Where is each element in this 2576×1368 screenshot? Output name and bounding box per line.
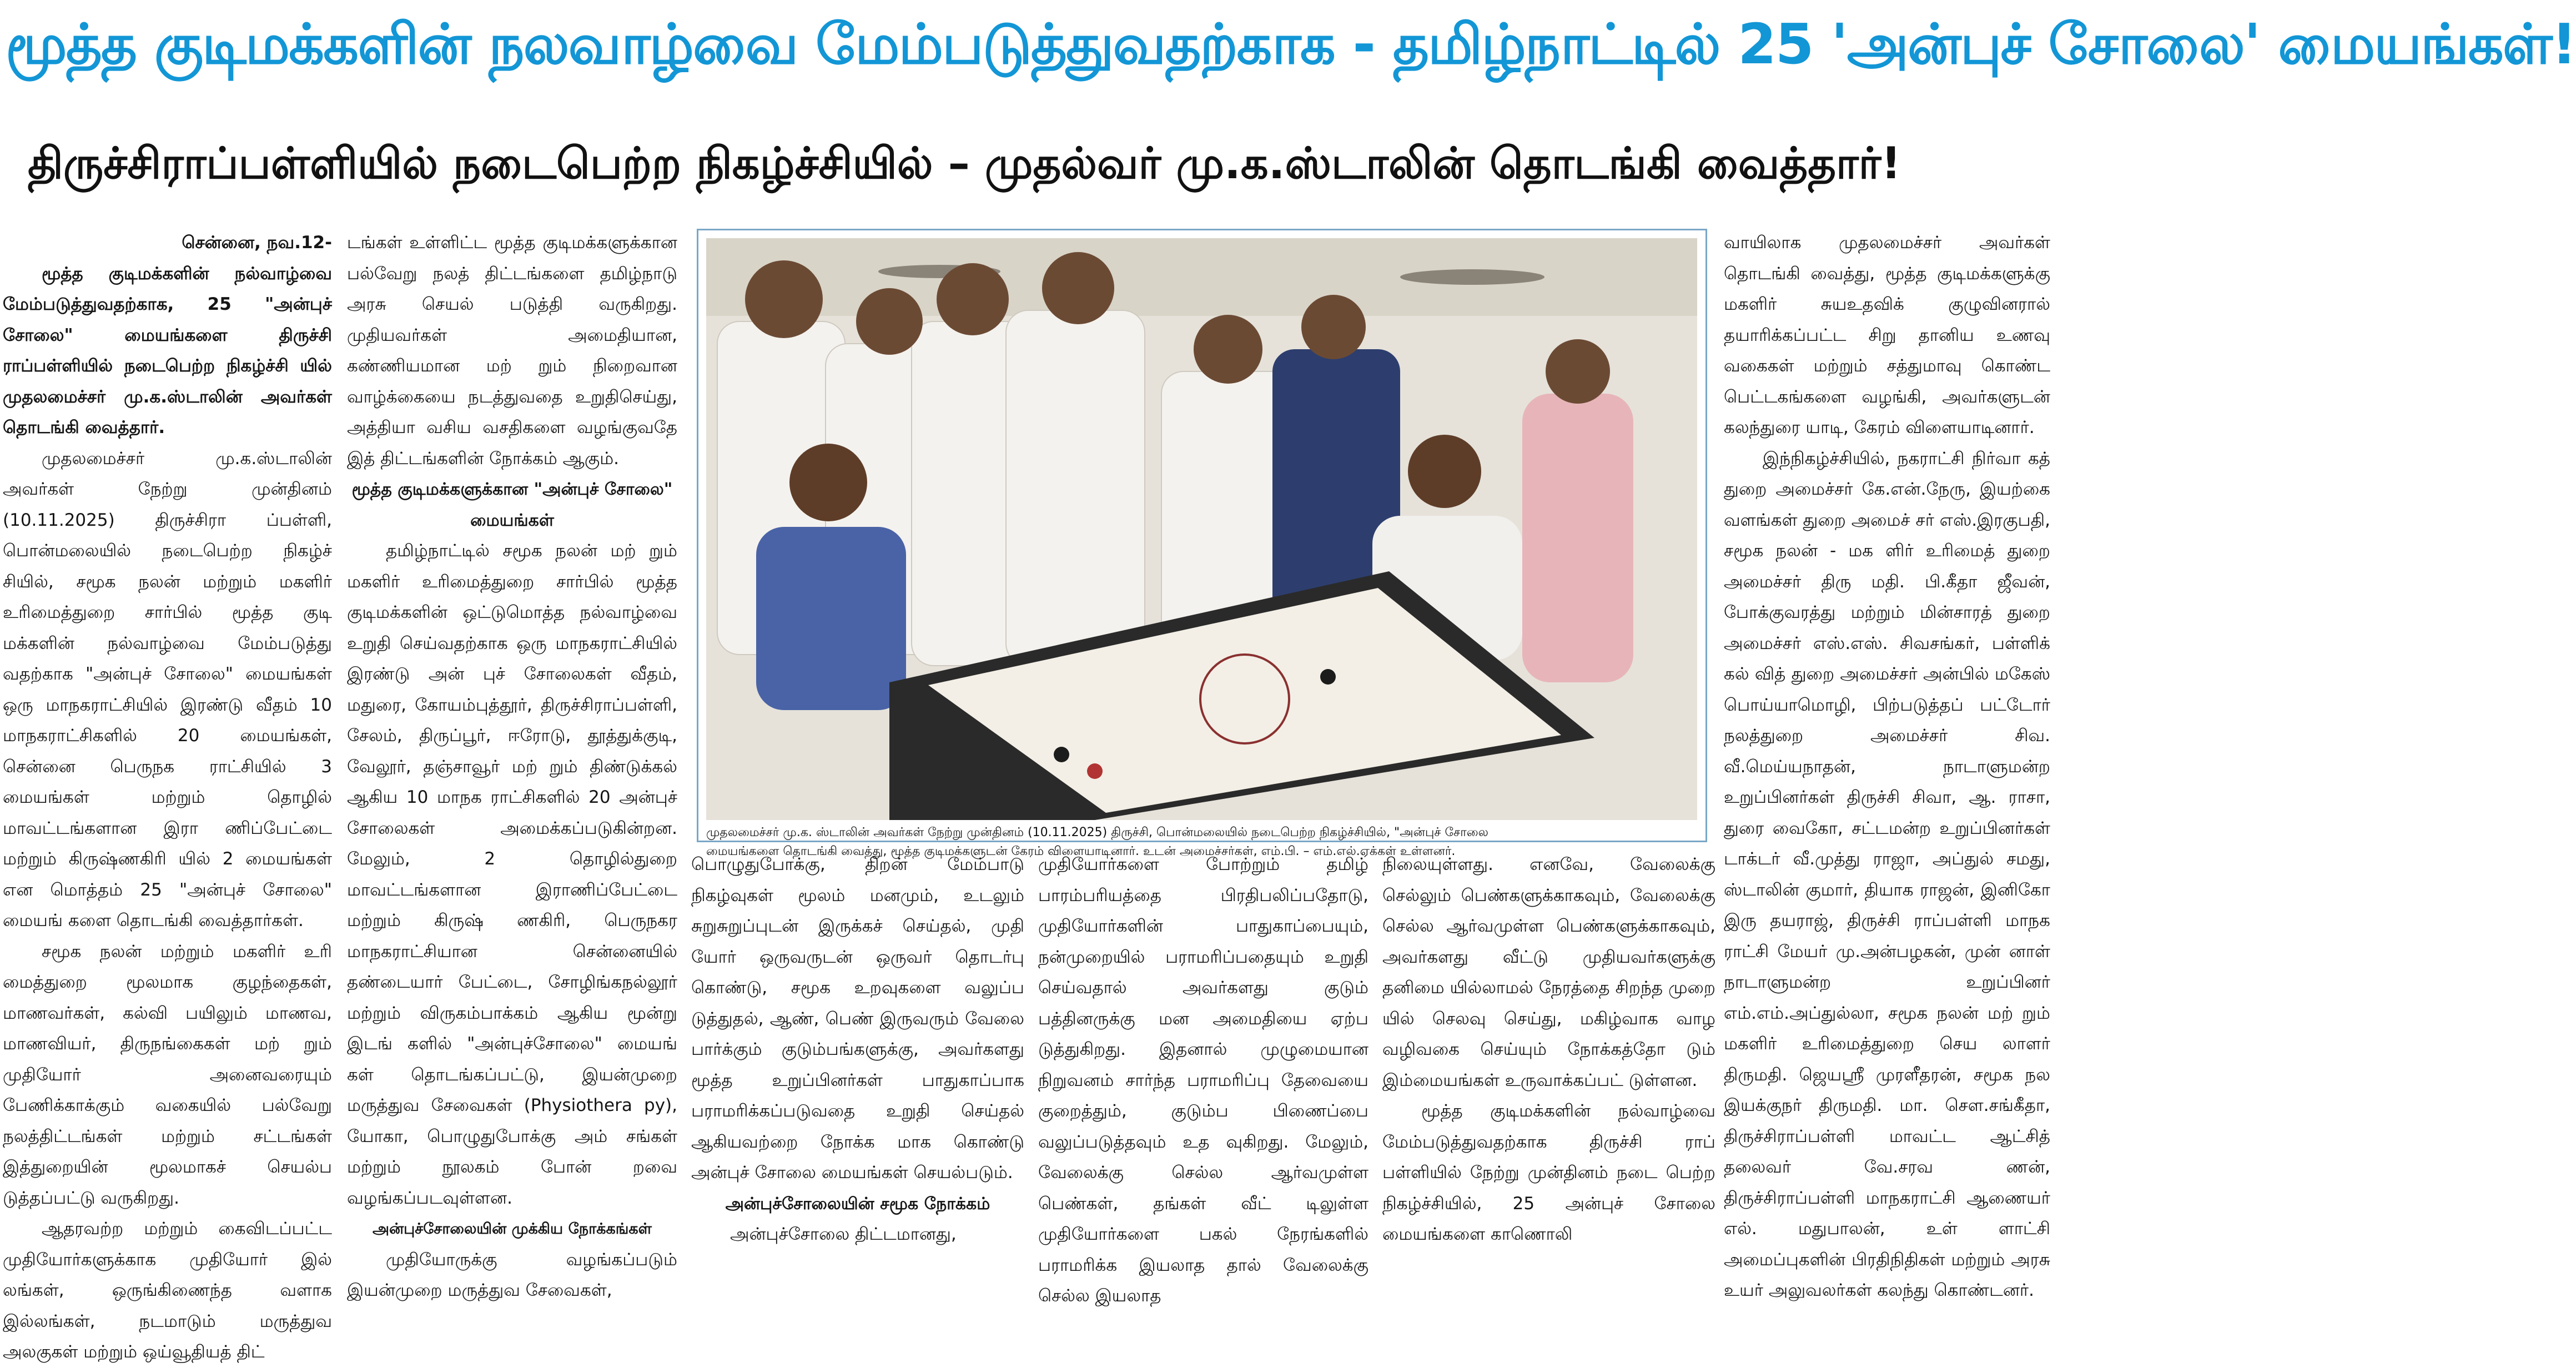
article-column-4 [1038, 849, 1368, 1311]
photo-caption [706, 823, 1700, 858]
caption-line: மையங்களை தொடங்கி வைத்து, மூத்த குடிமக்களுடன் கேரம் விளையாடினார். உடன் அமைச்சர்கள், எம்.பி. – எம்.எல்.ஏக்கள் உள்ளனர். [706, 844, 1456, 858]
paragraph: ஆதரவற்ற மற்றும் கைவிடப்பட்ட முதியோர்களுக்காக முதியோர் இல் லங்கள், ஒருங்கிணைந்த வளாக இல்லங்கள், நடமாடும் மருத்துவ அலகுகள் மற்றும் ஒய்வூதியத் திட் [3, 1219, 332, 1362]
article-lead: மூத்த குடிமக்களின் நல்வாழ்வை மேம்படுத்துவதற்காக, 25 "அன்புச் சோலை" மையங்களை திருச்சி ராப்பள்ளியில் நடைபெற்ற நிகழ்ச்சி யில் முதலமைச்சர் மு.க.ஸ்டாலின் அவர்கள் தொடங்கி வைத்தார். [3, 263, 332, 437]
paragraph: மூத்த குடிமக்களின் நல்வாழ்வை மேம்படுத்துவதற்காக திருச்சி ராப் பள்ளியில் நேற்று முன்தினம் நடை பெற்ற நிகழ்ச்சியில், 25 அன்புச் சோலை மையங்களை காணொலி [1382, 1101, 1715, 1244]
paragraph: இந்நிகழ்ச்சியில், நகராட்சி நிர்வா கத் துறை அமைச்சர் கே.என்.நேரு, இயற்கை வளங்கள் துறை அமைச் சர் எஸ்.இரகுபதி, சமூக நலன் - மக ளிர் உரிமைத் துறை அமைச்சர் திரு மதி. பி.கீதா ஜீவன், போக்குவரத்து மற்றும் மின்சாரத் துறை அமைச்சர் எஸ்.எஸ். சிவசங்கர், பள்ளிக் கல் வித் துறை அமைச்சர் அன்பில் மகேஸ் பொய்யாமொழி, பிற்படுத்தப் பட்டோர் நலத்துறை அமைச்சர் சிவ. வீ.மெய்யநாதன், நாடாளுமன்ற உறுப்பினர்கள் திருச்சி சிவா, ஆ. ராசா, துரை வைகோ, சட்டமன்ற உறுப்பினர்கள் டாக்டர் வீ.முத்து ராஜா, அப்துல் சமது, ஸ்டாலின் குமார், தியாக ராஜன், இனிகோ இரு தயராஜ், திருச்சி ராப்பள்ளி மாநக ராட்சி மேயர் மு.அன்பழகன், முன் னாள் நாடாளுமன்ற உறுப்பினர் எம்.எம்.அப்துல்லா, சமூக நலன் மற் றும் மகளிர் உரிமைத்துறை செய லாளர் திருமதி. ஜெயஸ்ரீ முரளீதரன், சமூக நல இயக்குநர் திருமதி. மா. செள.சங்கீதா, திருச்சிராப்பள்ளி மாவட்ட ஆட்சித் தலைவர் வே.சரவ ணன், திருச்சிராப்பள்ளி மாநகராட்சி ஆணையர் எல். மதுபாலன், உள் ளாட்சி அமைப்புகளின் பிரதிநிதிகள் மற்றும் அரசு உயர் அலுவலர்கள் கலந்து கொண்டனர். [1724, 448, 2050, 1300]
paragraph: வாயிலாக முதலமைச்சர் அவர்கள் தொடங்கி வைத்து, மூத்த குடிமக்களுக்கு மகளிர் சுயஉதவிக் குழுவினரால் தயாரிக்கப்பட்ட சிறு தானிய உணவு வகைகள் மற்றும் சத்துமாவு கொண்ட பெட்டகங்களை வழங்கி, அவர்களுடன் கலந்துரை யாடி, கேரம் விளையாடினார். [1724, 233, 2050, 437]
news-photo-frame [697, 229, 1707, 858]
article-column-1 [3, 228, 332, 1362]
paragraph: சமூக நலன் மற்றும் மகளிர் உரி மைத்துறை மூலமாக குழந்தைகள், மாணவர்கள், கல்வி பயிலும் மாணவ, மாணவியர், திருநங்கைகள் மற் றும் முதியோர் அனைவரையும் பேணிக்காக்கும் வகையில் பல்வேறு நலத்திட்டங்கள் மற்றும் சட்டங்கள் இத்துறையின் மூலமாகச் செயல்ப டுத்தப்பட்டு வருகிறது. [3, 941, 332, 1208]
paragraph: நிலையுள்ளது. எனவே, வேலைக்கு செல்லும் பெண்களுக்காகவும், வேலைக்கு செல்ல ஆர்வமுள்ள பெண்களுக்காகவும், அவர்களது வீட்டு முதியவர்களுக்கு தனிமை யில்லாமல் நேரத்தை சிறந்த முறை யில் செலவு செய்து, மகிழ்வாக வாழ வழிவகை செய்யும் நோக்கத்தோ டும் இம்மையங்கள் உருவாக்கப்பட் டுள்ளன. [1382, 854, 1715, 1090]
caption-line: முதலமைச்சர் மு.க. ஸ்டாலின் அவர்கள் நேற்று முன்தினம் (10.11.2025) திருச்சி, பொன்மலையில் நடைபெற்ற நிகழ்ச்சியில், "அன்புச் சோலை [706, 826, 1488, 839]
paragraph: டங்கள் உள்ளிட்ட மூத்த குடிமக்களுக்கான பல்வேறு நலத் திட்டங்களை தமிழ்நாடு அரசு செயல் படுத்தி வருகிறது. முதியவர்கள் அமைதியான, கண்ணியமான மற் றும் நிறைவான வாழ்க்கையை நடத்துவதை உறுதிசெய்து, அத்தியா வசிய வசதிகளை வழங்குவதே இத் திட்டங்களின் நோக்கம் ஆகும். [347, 233, 677, 469]
paragraph: தமிழ்நாட்டில் சமூக நலன் மற் றும் மகளிர் உரிமைத்துறை சார்பில் மூத்த குடிமக்களின் ஒட்டுமொத்த நல்வாழ்வை உறுதி செய்வதற்காக ஒரு மாநகராட்சியில் இரண்டு அன் புச் சோலைகள் வீதம், மதுரை, கோயம்புத்தூர், திருச்சிராப்பள்ளி, சேலம், திருப்பூர், ஈரோடு, தூத்துக்குடி, வேலூர், தஞ்சாவூர் மற் றும் திண்டுக்கல் ஆகிய 10 மாநக ராட்சிகளில் 20 அன்புச் சோலைகள் அமைக்கப்படுகின்றன. மேலும், 2 தொழில்துறை மாவட்டங்களான இராணிப்பேட்டை மற்றும் கிருஷ் ணகிரி, பெருநகர மாநகராட்சியான சென்னையில் தண்டையார் பேட்டை, சோழிங்கநல்லூர் மற்றும் விருகம்பாக்கம் ஆகிய மூன்று இடங் களில் "அன்புச்சோலை" மையங் கள் தொடங்கப்பட்டு, இயன்முறை மருத்துவ சேவைகள் (Physiothera py), யோகா, பொழுதுபோக்கு அம் சங்கள் மற்றும் நூலகம் போன் றவை வழங்கப்படவுள்ளன. [347, 541, 677, 1208]
article-column-3 [691, 849, 1024, 1311]
paragraph: முதியோர்களை போற்றும் தமிழ் பாரம்பரியத்தை பிரதிபலிப்பதோடு, முதியோர்களின் பாதுகாப்பையும், நன்முறையில் பராமரிப்பதையும் உறுதி செய்வதால் அவர்களது குடும் பத்தினருக்கு மன அமைதியை ஏற்ப டுத்துகிறது. இதனால் முழுமையான நிறுவனம் சார்ந்த பராமரிப்பு தேவையை குறைத்தும், குடும்ப பிணைப்பை வலுப்படுத்தவும் உத வுகிறது. மேலும், வேலைக்கு செல்ல ஆர்வமுள்ள பெண்கள், தங்கள் வீட் டிலுள்ள முதியோர்களை பகல் நேரங்களில் பராமரிக்க இயலாத தால் வேலைக்கு செல்ல இயலாத [1038, 854, 1368, 1306]
paragraph: அன்புச்சோலை திட்டமானது, [730, 1224, 957, 1244]
article-column-6 [1724, 228, 2050, 1311]
section-heading: மூத்த குடிமக்களுக்கான "அன்புச் சோலை" மையங்கள் [351, 480, 673, 530]
article-column-2 [347, 228, 677, 1311]
news-photo [706, 238, 1697, 820]
paragraph: முதியோருக்கு வழங்கப்படும் இயன்முறை மருத்துவ சேவைகள், [347, 1249, 677, 1300]
main-headline: மூத்த குடிமக்களின் நலவாழ்வை மேம்படுத்துவதற்காக - தமிழ்நாட்டில் 25 'அன்புச் சோலை' மையங்கள்! [6, 12, 2576, 77]
sub-headline: திருச்சிராப்பள்ளியில் நடைபெற்ற நிகழ்ச்சியில் – முதல்வர் மு.க.ஸ்டாலின் தொடங்கி வைத்தார்! [28, 139, 1901, 189]
section-heading: அன்புச்சோலையின் முக்கிய நோக்கங்கள் [372, 1220, 652, 1238]
dateline: சென்னை, நவ.12- [182, 233, 332, 253]
article-column-5 [1382, 849, 1715, 1311]
section-heading: அன்புச்சோலையின் சமூக நோக்கம் [725, 1194, 990, 1214]
paragraph: முதலமைச்சர் மு.க.ஸ்டாலின் அவர்கள் நேற்று முன்தினம் (10.11.2025) திருச்சிரா ப்பள்ளி, பொன்மலையில் நடைபெற்ற நிகழ்ச் சியில், சமூக நலன் மற்றும் மகளிர் உரிமைத்துறை சார்பில் மூத்த குடி மக்களின் நல்வாழ்வை மேம்படுத்து வதற்காக "அன்புச் சோலை" மையங்கள் ஒரு மாநகராட்சியில் இரண்டு வீதம் 10 மாநகராட்சிகளில் 20 மையங்கள், சென்னை பெருநக ராட்சியில் 3 மையங்கள் மற்றும் தொழில் மாவட்டங்களான இரா ணிப்பேட்டை மற்றும் கிருஷ்ணகிரி யில் 2 மையங்கள் என மொத்தம் 25 "அன்புச் சோலை" மையங் களை தொடங்கி வைத்தார்கள். [3, 448, 332, 931]
photo-illustration [706, 238, 1697, 820]
paragraph: பொழுதுபோக்கு, திறன் மேம்பாடு நிகழ்வுகள் மூலம் மனமும், உடலும் சுறுசுறுப்புடன் இருக்கச் செய்தல், முதி யோர் ஒருவருடன் ஒருவர் தொடர்பு கொண்டு, சமூக உறவுகளை வலுப்ப டுத்துதல், ஆண், பெண் இருவரும் வேலை பார்க்கும் குடும்பங்களுக்கு, அவர்களது மூத்த உறுப்பினர்கள் பாதுகாப்பாக பராமரிக்கப்படுவதை உறுதி செய்தல் ஆகியவற்றை நோக்க மாக கொண்டு அன்புச் சோலை மையங்கள் செயல்படும். [691, 854, 1024, 1183]
